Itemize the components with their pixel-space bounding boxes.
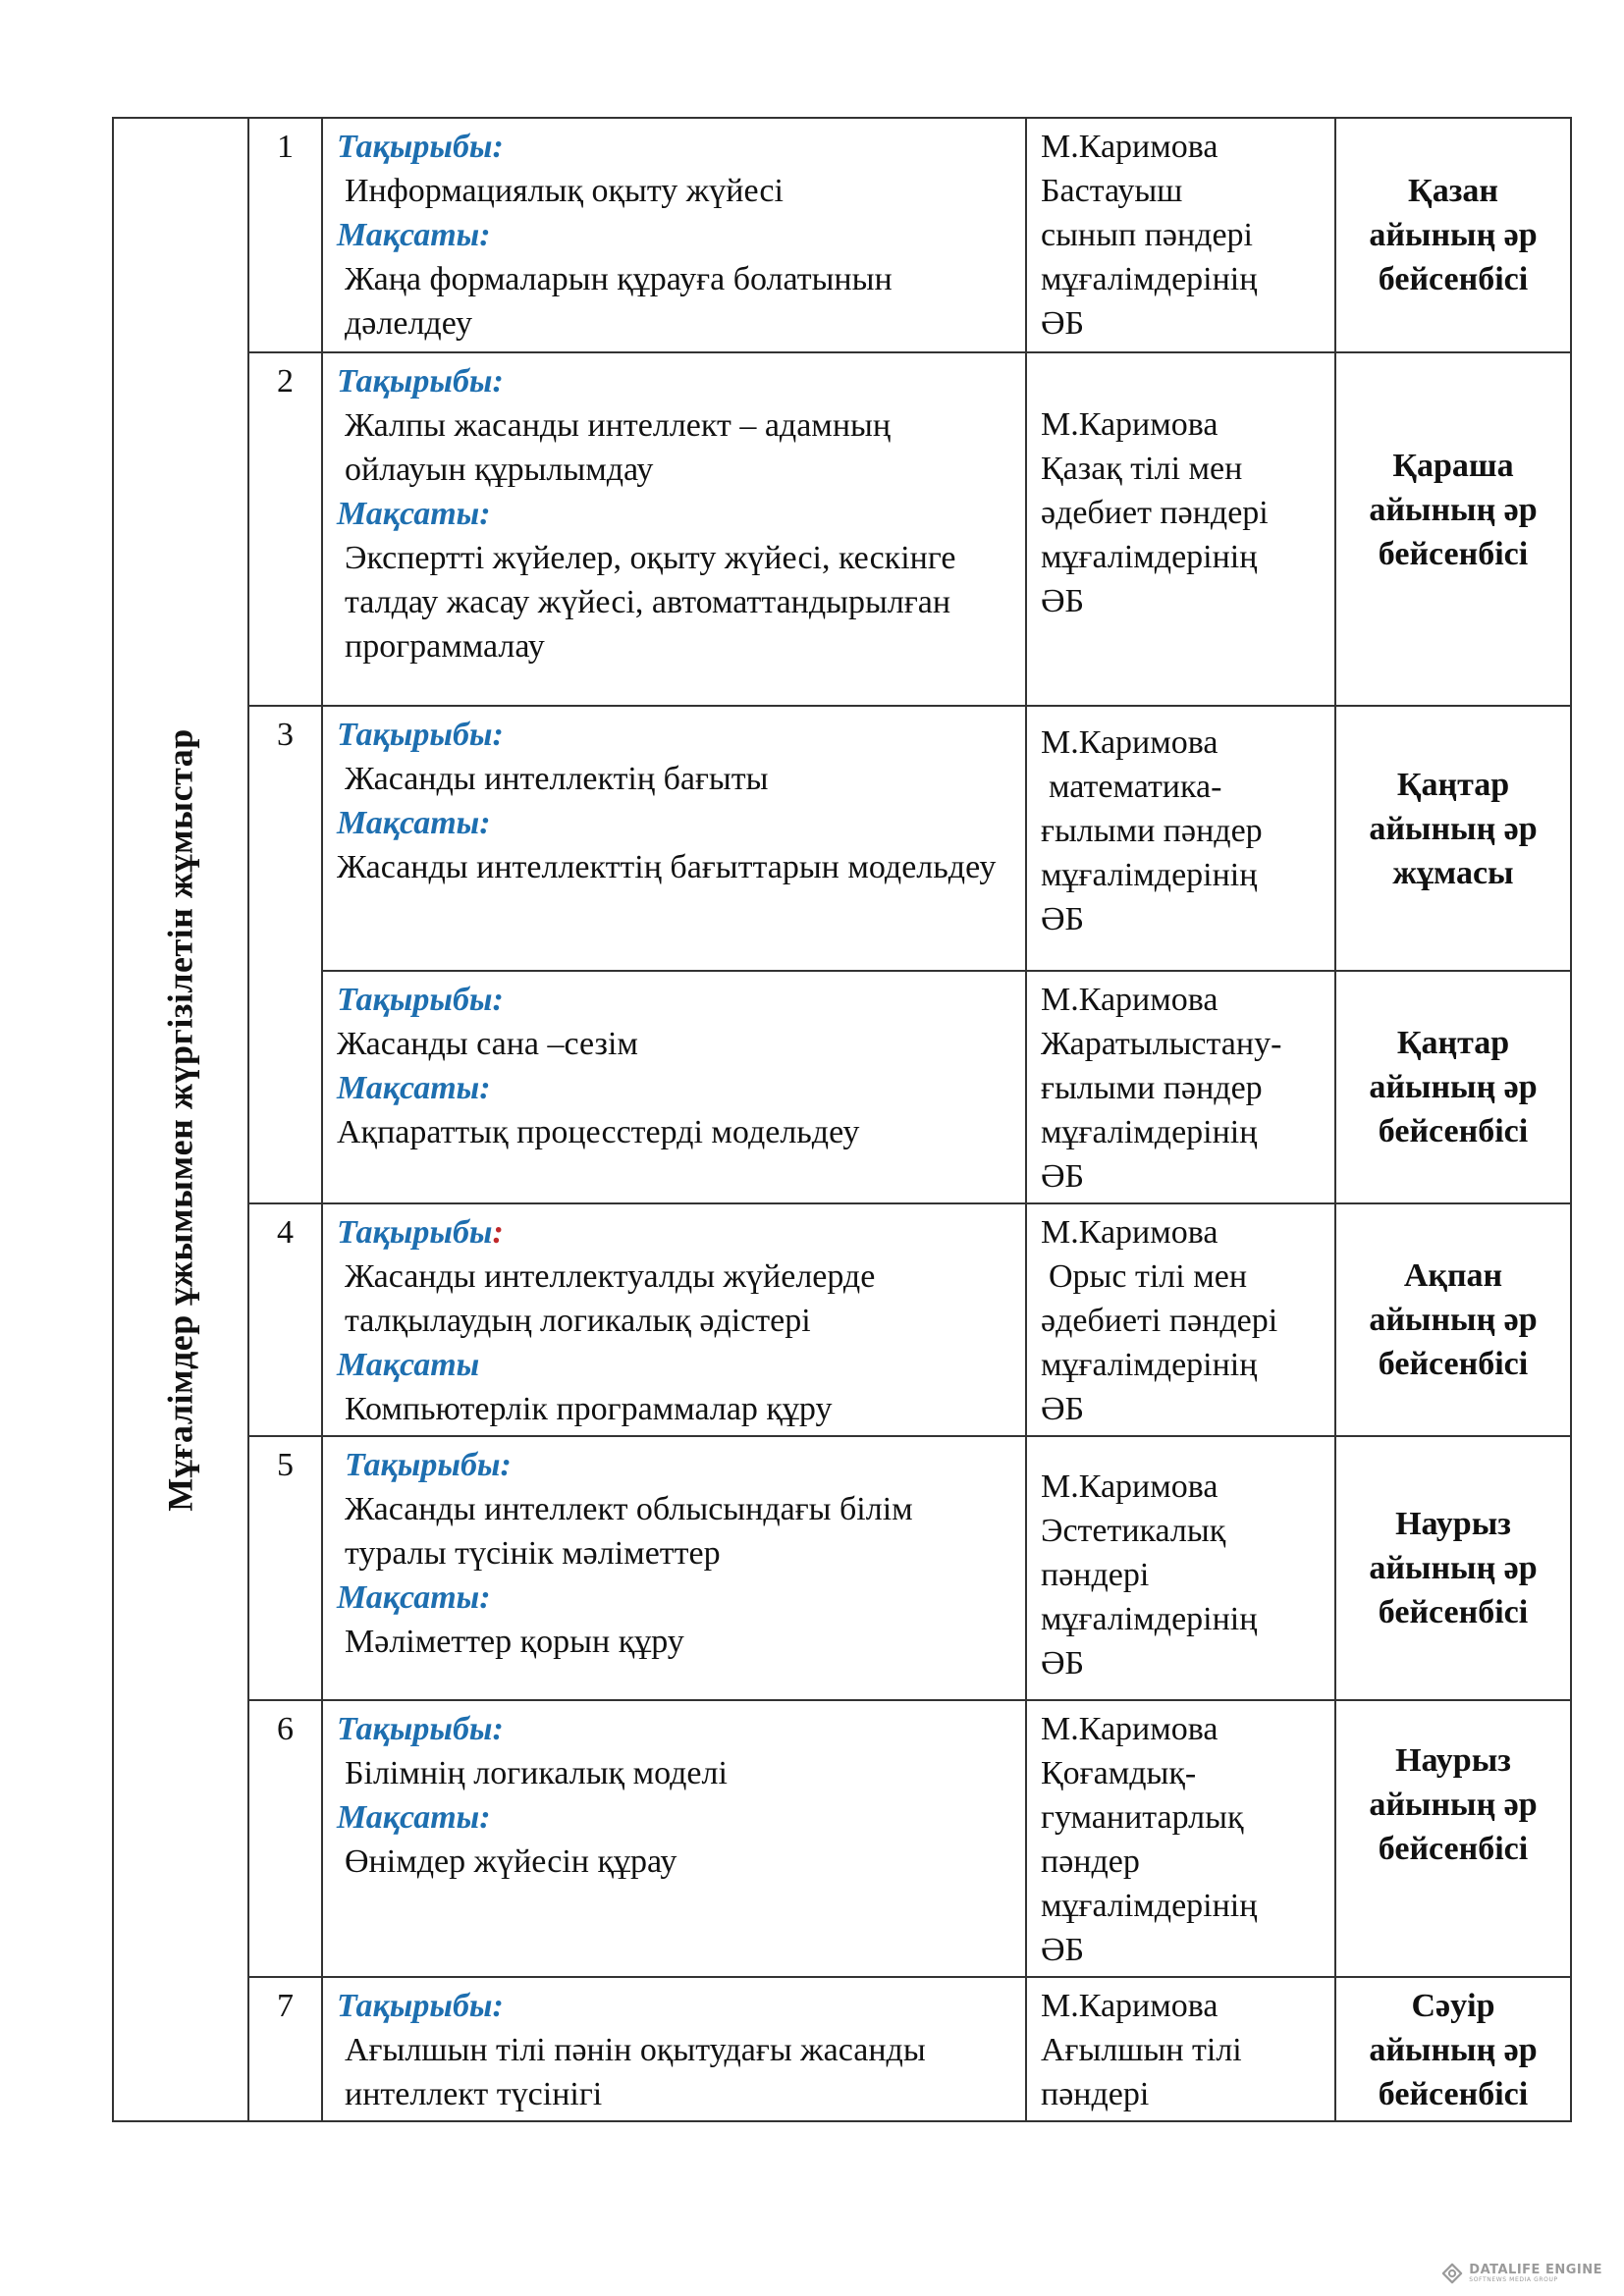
responsible-line: ӘБ — [1041, 1391, 1085, 1427]
schedule-line: бейсенбісі — [1378, 261, 1529, 297]
schedule-line: айының әр — [1369, 1550, 1538, 1586]
table-row — [113, 1436, 1571, 1700]
goal-label: Мақсаты: — [337, 1799, 491, 1836]
schedule-line: бейсенбісі — [1378, 1113, 1529, 1149]
datalife-engine-logo-icon — [1441, 2263, 1463, 2284]
responsible-line: ғылыми пәндер — [1041, 1070, 1263, 1106]
responsible-line: М.Каримова — [1041, 1214, 1218, 1251]
schedule-line: айының әр — [1369, 810, 1538, 847]
topic-label: Тақырыбы: — [337, 1711, 504, 1747]
table-row — [113, 1700, 1571, 1977]
goal-text: Жасанды интеллекттің бағыттарын модельдеу — [337, 849, 997, 885]
goal-label: Мақсаты: — [337, 1070, 491, 1106]
goal-text: Компьютерлік программалар құру — [345, 1391, 833, 1427]
responsible-line: әдебиет пәндері — [1041, 494, 1269, 531]
responsible-line: мұғалімдерінің — [1041, 1347, 1258, 1383]
topic-text: Жалпы жасанды интеллект – адамның ойлауын құрылымдау — [345, 407, 892, 488]
schedule-cell — [1335, 971, 1571, 1203]
schedule-month: Қаңтар — [1396, 1025, 1510, 1061]
responsible-line: мұғалімдерінің — [1041, 1601, 1258, 1637]
table-row — [113, 1203, 1571, 1436]
topic-cell — [322, 1700, 1026, 1977]
responsible-cell — [1026, 1977, 1335, 2121]
watermark-subtitle: SOFTNEWS MEDIA GROUP — [1469, 2275, 1558, 2283]
vertical-section-title: Мұғалімдер ұжымымен жүргізілетін жұмыстар — [160, 727, 200, 1512]
topic-cell — [322, 971, 1026, 1203]
row-number: 6 — [248, 1700, 322, 1977]
responsible-line: мұғалімдерінің — [1041, 1114, 1258, 1150]
schedule-line: айының әр — [1369, 1069, 1538, 1105]
schedule-cell — [1335, 1700, 1571, 1977]
responsible-line: М.Каримова — [1041, 982, 1218, 1018]
responsible-line: сынып пәндері — [1041, 217, 1253, 253]
responsible-line: ӘБ — [1041, 1158, 1085, 1195]
schedule-line: бейсенбісі — [1378, 1346, 1529, 1382]
schedule-cell — [1335, 1203, 1571, 1436]
topic-text: Жасанды интеллектуалды жүйелерде талқылаудың логикалық әдістері — [345, 1258, 876, 1339]
row-number: 4 — [248, 1203, 322, 1436]
schedule-cell — [1335, 706, 1571, 971]
goal-text: Экспертті жүйелер, оқыту жүйесі, кескінге талдау жасау жүйесі, автоматтандырылған программалау — [345, 540, 956, 665]
row-number: 3 — [248, 706, 322, 1203]
goal-text: Жаңа формаларын құрауға болатынын дәлелдеу — [345, 261, 893, 342]
responsible-cell — [1026, 352, 1335, 706]
topic-text: Жасанды интеллект облысындағы білім туралы түсінік мәліметтер — [345, 1491, 913, 1572]
topic-cell — [322, 118, 1026, 352]
responsible-line: Жаратылыстану- — [1041, 1026, 1282, 1062]
topic-text: Жасанды интеллектің бағыты — [345, 761, 769, 797]
responsible-line: мұғалімдерінің — [1041, 1888, 1258, 1924]
topic-text: Ағылшын тілі пәнін оқытудағы жасанды интеллект түсінігі — [345, 2032, 926, 2112]
responsible-line: мұғалімдерінің — [1041, 538, 1258, 575]
responsible-line: пәндер — [1041, 1843, 1140, 1880]
responsible-line: ӘБ — [1041, 901, 1085, 937]
topic-cell — [322, 1203, 1026, 1436]
responsible-line: ғылыми пәндер — [1041, 813, 1263, 849]
topic-cell — [322, 1436, 1026, 1700]
goal-label: Мақсаты: — [337, 1579, 491, 1616]
schedule-line: айының әр — [1369, 217, 1538, 253]
goal-label: Мақсаты: — [337, 496, 491, 532]
schedule-line: айының әр — [1369, 1786, 1538, 1823]
responsible-line: пәндері — [1041, 2076, 1150, 2112]
topic-label — [337, 1210, 1011, 1255]
responsible-line: ӘБ — [1041, 305, 1085, 342]
goal-label: Мақсаты: — [337, 217, 491, 253]
schedule-cell — [1335, 118, 1571, 352]
goal-label: Мақсаты: — [337, 805, 491, 841]
schedule-line: бейсенбісі — [1378, 2076, 1529, 2112]
schedule-month: Ақпан — [1403, 1257, 1503, 1294]
responsible-line: Қазақ тілі мен — [1041, 450, 1243, 487]
watermark — [1441, 2263, 1602, 2284]
topic-label: Тақырыбы: — [345, 1447, 512, 1483]
table-row — [113, 971, 1571, 1203]
schedule-cell — [1335, 1977, 1571, 2121]
schedule-line: айының әр — [1369, 491, 1538, 528]
schedule-month: Наурыз — [1395, 1506, 1511, 1542]
schedule-month: Қаңтар — [1396, 766, 1510, 803]
responsible-line: ӘБ — [1041, 1932, 1085, 1968]
responsible-line: математика- — [1049, 769, 1222, 805]
responsible-cell — [1026, 1700, 1335, 1977]
topic-cell — [322, 706, 1026, 971]
topic-cell — [322, 352, 1026, 706]
schedule-line: бейсенбісі — [1378, 1830, 1529, 1867]
row-number: 7 — [248, 1977, 322, 2121]
goal-label: Мақсаты — [337, 1347, 480, 1383]
responsible-line: гуманитарлық — [1041, 1799, 1244, 1836]
schedule-month: Сәуір — [1411, 1988, 1495, 2024]
responsible-line: М.Каримова — [1041, 1988, 1218, 2024]
topic-label: Тақырыбы: — [337, 129, 504, 165]
responsible-cell — [1026, 1436, 1335, 1700]
schedule-line: айының әр — [1369, 1302, 1538, 1338]
goal-text: Ақпараттық процесстерді модельдеу — [337, 1114, 860, 1150]
goal-text: Өнімдер жүйесін құрау — [345, 1843, 677, 1880]
schedule-month: Қараша — [1392, 447, 1514, 484]
table-row — [113, 352, 1571, 706]
responsible-line: М.Каримова — [1041, 1468, 1218, 1505]
topic-text: Жасанды сана –сезім — [337, 1026, 638, 1062]
responsible-line: Қоғамдық- — [1041, 1755, 1197, 1791]
schedule-cell — [1335, 1436, 1571, 1700]
topic-label: Тақырыбы: — [337, 363, 504, 400]
topic-label: Тақырыбы: — [337, 717, 504, 753]
row-number: 5 — [248, 1436, 322, 1700]
topic-label: Тақырыбы: — [337, 1988, 504, 2024]
responsible-line: ӘБ — [1041, 582, 1085, 619]
responsible-line: М.Каримова — [1041, 1711, 1218, 1747]
topic-label: Тақырыбы: — [337, 982, 504, 1018]
responsible-line: М.Каримова — [1041, 724, 1218, 761]
responsible-line: М.Каримова — [1041, 405, 1218, 443]
responsible-line: М.Каримова — [1041, 129, 1218, 165]
responsible-line: пәндері — [1041, 1557, 1150, 1593]
topic-cell — [322, 1977, 1026, 2121]
responsible-line: Эстетикалық — [1041, 1513, 1226, 1549]
schedule-line: жұмасы — [1392, 854, 1514, 891]
responsible-line: ӘБ — [1041, 1645, 1085, 1682]
schedule-line: бейсенбісі — [1378, 535, 1529, 572]
watermark-title: DATALIFE ENGINE — [1469, 2262, 1602, 2277]
responsible-line: әдебиеті пәндері — [1041, 1303, 1278, 1339]
topic-text: Білімнің логикалық моделі — [345, 1755, 728, 1791]
schedule-month: Наурыз — [1395, 1741, 1511, 1779]
responsible-cell — [1026, 971, 1335, 1203]
responsible-cell — [1026, 1203, 1335, 1436]
responsible-cell — [1026, 118, 1335, 352]
work-plan-table — [112, 117, 1572, 2122]
responsible-line: мұғалімдерінің — [1041, 261, 1258, 297]
schedule-line: айының әр — [1369, 2032, 1538, 2068]
table-row — [113, 118, 1571, 352]
section-header-cell — [113, 118, 248, 2121]
responsible-line: Ағылшын тілі — [1041, 2032, 1242, 2068]
responsible-line: мұғалімдерінің — [1041, 857, 1258, 893]
row-number: 2 — [248, 352, 322, 706]
topic-label-colon: : — [492, 1214, 504, 1251]
topic-label-text: Тақырыбы — [337, 1214, 493, 1251]
schedule-line: бейсенбісі — [1378, 1594, 1529, 1630]
topic-text: Информациялық оқыту жүйесі — [345, 173, 784, 209]
responsible-cell — [1026, 706, 1335, 971]
table-row — [113, 1977, 1571, 2121]
responsible-line: Орыс тілі мен — [1049, 1258, 1248, 1295]
row-number: 1 — [248, 118, 322, 352]
table-row — [113, 706, 1571, 971]
responsible-line: Бастауыш — [1041, 173, 1183, 209]
goal-text: Мәліметтер қорын құру — [345, 1624, 684, 1660]
schedule-month: Қазан — [1408, 173, 1498, 209]
schedule-cell — [1335, 352, 1571, 706]
